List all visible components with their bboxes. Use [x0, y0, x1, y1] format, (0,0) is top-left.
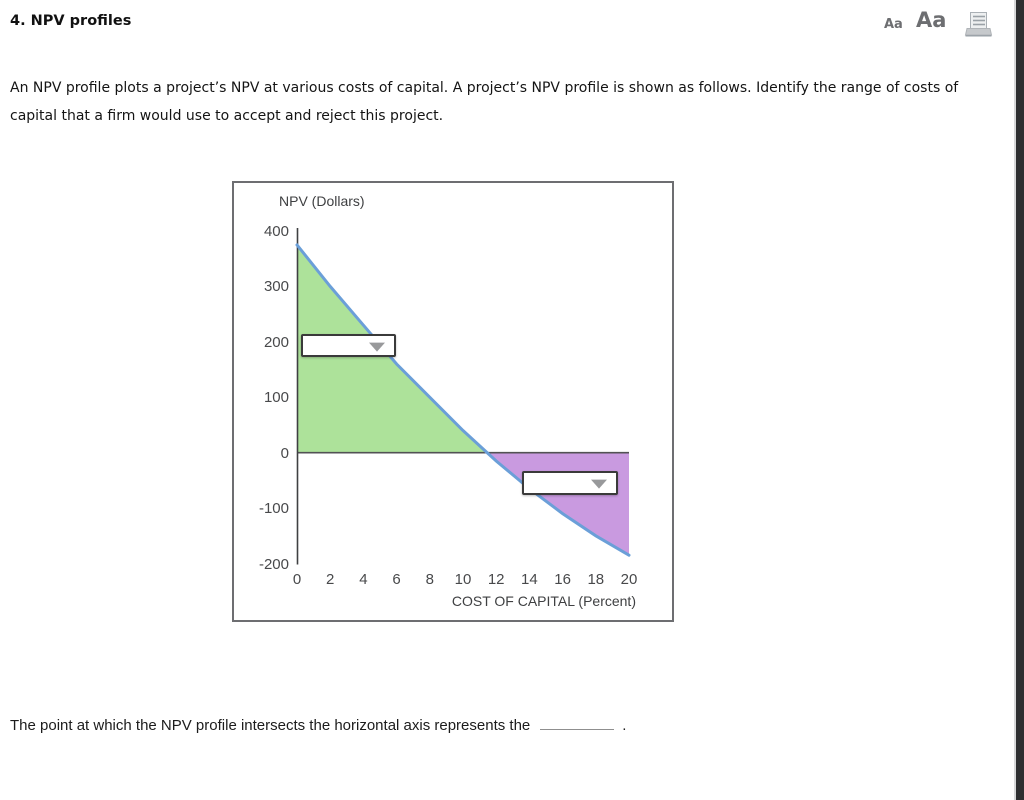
y-tick-label: 200: [263, 333, 289, 351]
text-size-large-button[interactable]: Aa: [916, 8, 947, 32]
x-tick-label: 10: [454, 571, 472, 588]
x-tick-label: 0: [292, 571, 302, 588]
text-size-small-button[interactable]: Aa: [884, 17, 903, 32]
completion-sentence: [10, 714, 626, 734]
chevron-down-icon: [591, 480, 607, 489]
x-tick-label: 8: [425, 571, 434, 588]
accept-region-dropdown[interactable]: [301, 334, 396, 357]
y-tick-label: 0: [280, 444, 289, 462]
x-tick-label: 2: [326, 571, 335, 588]
reject-region-dropdown[interactable]: [522, 471, 618, 495]
npv-chart: [232, 181, 674, 622]
x-tick-label: 18: [587, 571, 605, 588]
question-instructions: An NPV profile plots a project’s NPV at various costs of capital. A project’s NPV profile is shown as follows. Identify the range of costs of capital that a firm would use to accept and reject this project.: [10, 80, 959, 124]
right-scrollbar-strip[interactable]: [1014, 0, 1024, 800]
y-tick-label: 300: [263, 278, 289, 296]
x-axis-label: COST OF CAPITAL (Percent): [451, 593, 636, 609]
x-tick-label: 14: [521, 571, 538, 588]
answer-blank[interactable]: [540, 714, 614, 730]
y-tick-label: 100: [263, 389, 289, 407]
chevron-down-icon: [369, 342, 385, 351]
x-tick-label: 20: [620, 571, 638, 588]
print-button[interactable]: [962, 11, 994, 39]
y-tick-label: -100: [258, 500, 289, 518]
question-title: 4. NPV profiles: [10, 13, 132, 29]
npv-profile-plot: [234, 183, 672, 620]
npv-negative-area: [487, 453, 629, 556]
sentence-text: The point at which the NPV profile intersects the horizontal axis represents the: [10, 717, 531, 734]
y-axis-label: NPV (Dollars): [279, 193, 365, 209]
y-tick-label: -200: [258, 555, 289, 573]
x-tick-label: 12: [487, 571, 505, 588]
x-tick-label: 6: [392, 571, 401, 588]
x-tick-label: 4: [359, 571, 368, 588]
printer-icon: [962, 11, 994, 39]
y-tick-label: 400: [263, 223, 289, 240]
sentence-period: .: [622, 717, 627, 734]
x-tick-label: 16: [554, 571, 571, 588]
